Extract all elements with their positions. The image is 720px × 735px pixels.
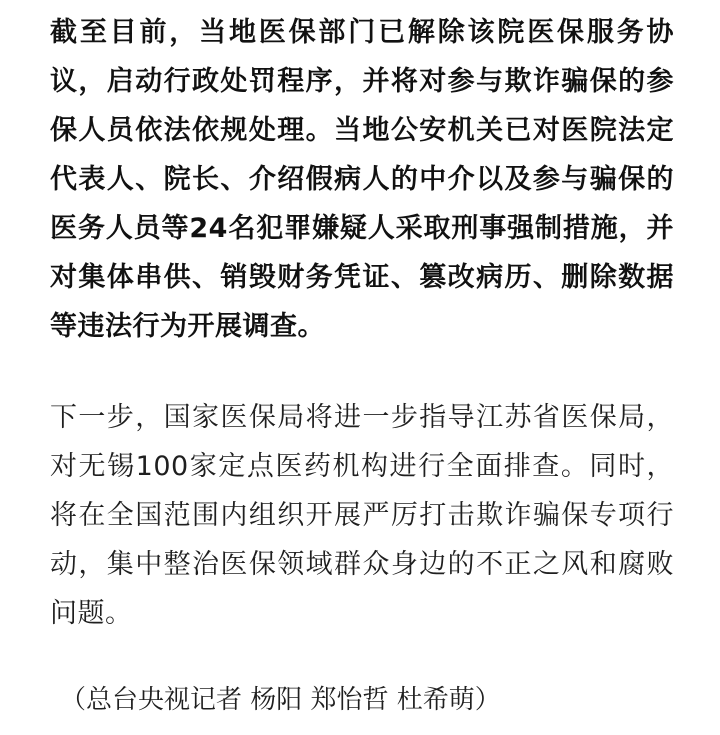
article-paragraph: 下一步，国家医保局将进一步指导江苏省医保局，对无锡100家定点医药机构进行全面排查。同时，将在全国范围内组织开展严厉打击欺诈骗保专项行动，集中整治医保领域群众身边的不正之风和腐败问题。 [50,402,674,629]
article-byline: （总台央视记者 杨阳 郑怡哲 杜希萌） [60,685,501,715]
article-paragraph-bold: 截至目前，当地医保部门已解除该院医保服务协议，启动行政处罚程序，并将对参与欺诈骗保的参保人员依法依规处理。当地公安机关已对医院法定代表人、院长、介绍假病人的中介以及参与骗保的医务人员等24名犯罪嫌疑人采取刑事强制措施，并对集体串供、销毁财务凭证、篡改病历、删除数据等违法行为开展调查。 [50,17,674,342]
article-body [50,8,674,720]
